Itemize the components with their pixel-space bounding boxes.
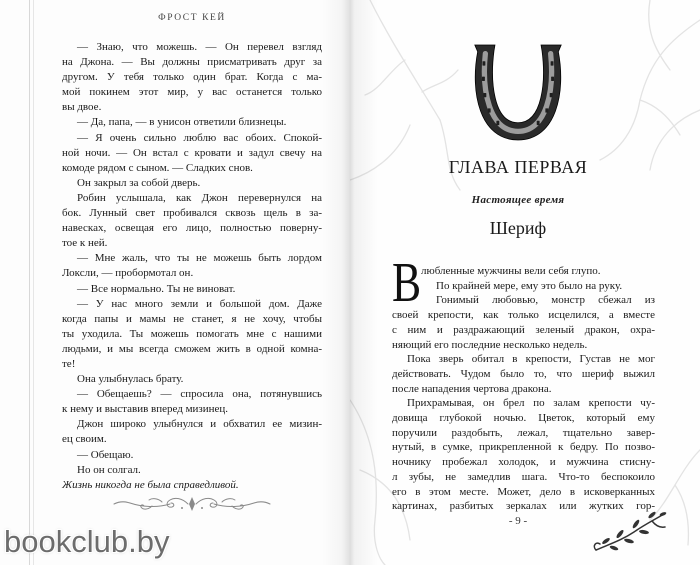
text-line: его в этом месте. Может, дело в исковерканных	[392, 485, 655, 498]
text-line: к нему и выставив вперед мизинец.	[62, 403, 229, 416]
book-gutter-shadow	[322, 0, 378, 565]
text-line: Он закрыл за собой дверь.	[77, 176, 201, 189]
horseshoe-icon	[470, 42, 566, 142]
chapter-subtitle: Шериф	[489, 218, 547, 238]
horseshoe-groove	[484, 54, 551, 132]
text-line: л зубы, не замедлив шага. Что-то беспокоило	[392, 470, 655, 483]
text-line: ной ночи. — Он встал с кровати и задул свечу на	[62, 146, 322, 159]
text-line: людьми, и мы всегда сможем жить в одной комна-	[62, 342, 322, 355]
paragraph	[392, 293, 655, 352]
text-line: комоде рядом с сыном. — Сладких снов.	[62, 161, 253, 174]
text-line: — Я очень сильно люблю вас обоих. Спокой-	[77, 131, 322, 144]
paragraph	[62, 251, 322, 281]
branch-icon	[592, 510, 668, 556]
watermark: bookclub.by	[4, 524, 170, 559]
paragraph	[392, 279, 655, 294]
text-line: нутый, в сумке, прикрепленной к бедру. По позво-	[392, 441, 655, 454]
branch-leaves	[601, 511, 667, 552]
text-line: Пока зверь обитал в крепости, Густав не мог	[407, 353, 655, 366]
text-line: — Все нормально. Ты не виноват.	[77, 282, 236, 295]
text-line: По крайней мере, ему это было на руку.	[436, 279, 623, 292]
paragraph	[62, 115, 322, 130]
text-line: поручили раздобыть, лежал, тщательно завер-	[392, 426, 655, 439]
paragraph	[62, 282, 322, 297]
text-line: ты уходила. Ты можешь помогать мне с нашими	[62, 327, 322, 340]
text-line: Робин услышала, как Джон перевернулся на	[77, 191, 322, 204]
text-line: Но он солгал.	[77, 463, 141, 476]
page-edge-line	[29, 0, 30, 565]
paragraph	[62, 176, 322, 191]
ornament-left-half	[114, 498, 188, 509]
drop-cap	[392, 252, 422, 314]
paragraph	[62, 448, 322, 463]
ornament-center-diamond	[189, 497, 195, 511]
paragraph	[62, 131, 322, 176]
text-line: довища глубокой ночью. Цветок, который ему	[392, 412, 655, 425]
paragraph	[62, 191, 322, 251]
text-line: другом. У тебя только один брат. Когда с ма-	[62, 71, 322, 84]
text-line: Прихрамывая, он брел по залам крепости чу-	[407, 397, 655, 410]
page-number: - 9 -	[508, 515, 528, 527]
text-line: картинах, разбитых зеркалах или жутких гор-	[392, 500, 655, 513]
left-page-body	[62, 40, 322, 493]
chapter-title: ГЛАВА ПЕРВАЯ	[448, 157, 588, 177]
paragraph	[392, 352, 655, 396]
text-line: вы двое.	[62, 101, 102, 114]
ornament-right-half	[196, 498, 270, 509]
text-line: своей крепости, как только исцелился, а вместе	[392, 309, 655, 322]
text-line: когда папы и мамы не станет, я не хочу, чтобы	[62, 312, 322, 325]
text-line: бок. Лунный свет пробивался сквозь щель в за-	[62, 207, 322, 220]
text-line: навесках, освещая его лицо, полностью поверну-	[62, 222, 322, 235]
text-line: — Обещаешь? — спросила она, потянувшись	[77, 388, 322, 401]
text-line: с ним и раздражающий зеленый дракон, охра-	[392, 323, 655, 336]
time-marker: Настоящее время	[471, 194, 565, 206]
drop-cap-letter: В	[392, 252, 422, 314]
paragraph	[62, 387, 322, 417]
branch-stem	[594, 514, 665, 550]
text-line: Жизнь никогда не была справедливой.	[62, 478, 239, 491]
right-page-body	[392, 252, 655, 514]
text-line: — Знаю, что можешь. — Он перевел взгляд	[77, 41, 322, 53]
paragraph	[62, 372, 322, 387]
paragraph	[62, 297, 322, 372]
text-line: ночнику пробежал холодок, и мужчина стисну-	[392, 456, 655, 469]
text-line: тое к ней.	[62, 237, 108, 250]
text-line: после нападения чертова дракона.	[392, 382, 552, 395]
paragraph	[392, 264, 655, 279]
text-line: те!	[62, 357, 76, 370]
text-line: любленные мужчины вели себя глупо.	[421, 265, 601, 277]
running-head: ФРОСТ КЕЙ	[158, 13, 226, 23]
text-line: на Джона. — Вы должны присматривать друг за	[62, 56, 322, 69]
text-line: Джон широко улыбнулся и обхватил ее мизин-	[77, 418, 322, 431]
text-line: мой покинем этот мир, у вас останется только	[62, 86, 322, 99]
text-line: няющий его последние несколько недель.	[392, 338, 588, 351]
text-line: Она улыбнулась брату.	[77, 373, 184, 386]
text-line: Локсли, — пробормотал он.	[62, 267, 194, 280]
text-line: — Мне жаль, что ты не можешь быть лордом	[77, 252, 322, 265]
paragraph	[392, 396, 655, 514]
text-line: действовать. Чудом было то, что шериф выжил	[392, 367, 655, 380]
text-line: Гонимый любовью, монстр сбежал из	[436, 294, 655, 307]
paragraph	[62, 463, 322, 478]
text-line: — Обещаю.	[77, 448, 134, 461]
page-edge-line	[33, 0, 34, 565]
text-line: — У нас много земли и большой дом. Даже	[77, 297, 322, 310]
scroll-ornament-icon	[112, 494, 272, 514]
text-line: ец своим.	[62, 433, 107, 446]
text-line: — Да, папа, — в унисон ответили близнецы.	[77, 116, 287, 129]
paragraph	[62, 40, 322, 115]
paragraph	[62, 417, 322, 447]
paragraph	[62, 478, 322, 493]
